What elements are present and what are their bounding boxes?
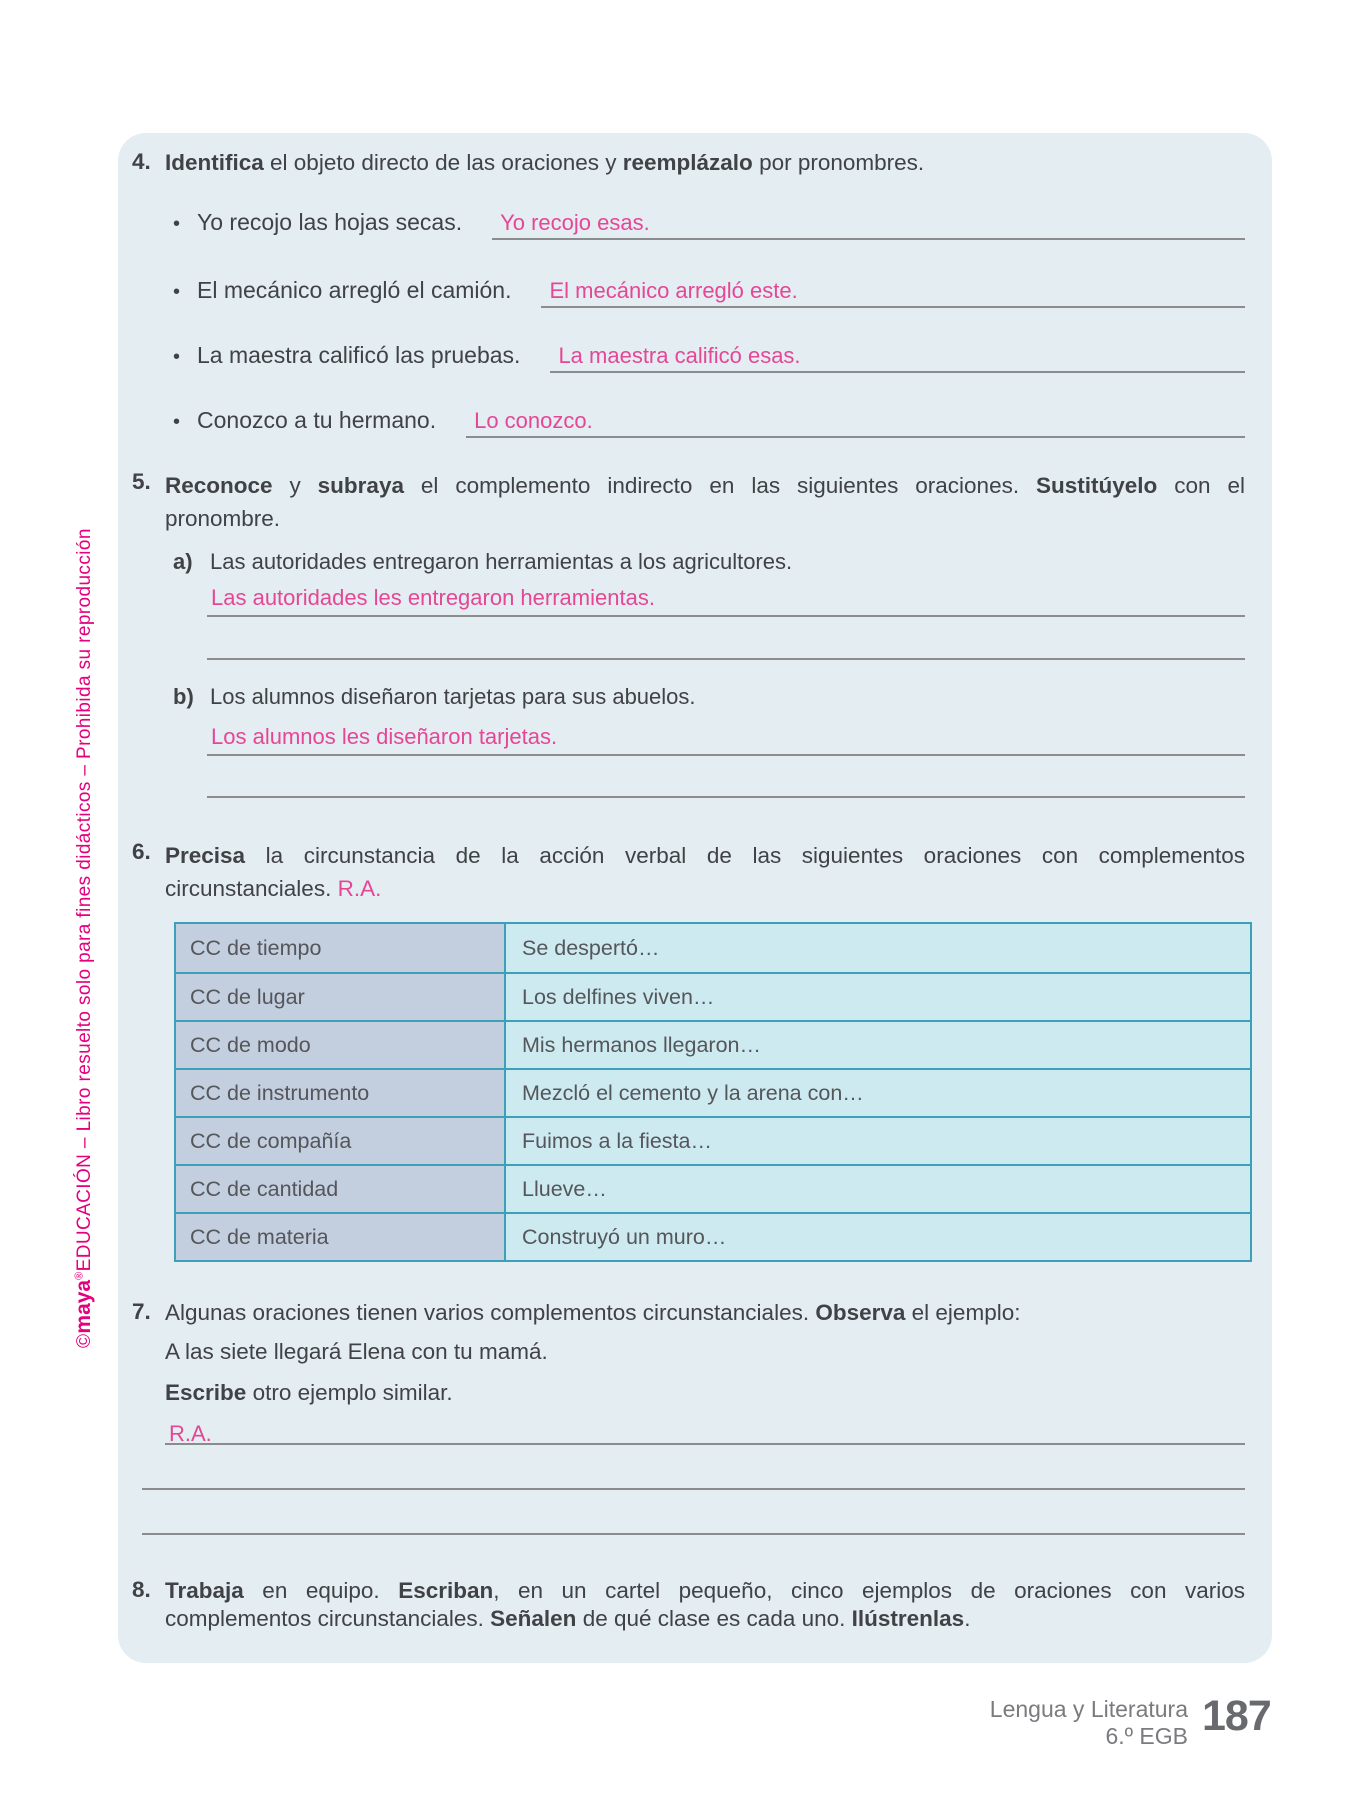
item-b-label: b) [173, 684, 194, 709]
table-row [176, 924, 1250, 972]
exercise-6-number: 6. [132, 839, 151, 864]
table-cell-sentence: Mezcló el cemento y la arena con… [506, 1070, 1250, 1116]
instruction-line-1: Trabaja en equipo. Escriban, en un cartel pequeño, cinco ejemplos de oraciones con varios [165, 1578, 1245, 1603]
exercise-7-write-prompt: Escribe otro ejemplo similar. [165, 1380, 453, 1405]
item-a-blank-line [207, 658, 1245, 660]
instruction-line-2: pronombre. [165, 506, 281, 531]
bullet-icon: • [173, 281, 181, 303]
table-row [176, 1116, 1250, 1164]
instruction-line-1: Precisa la circunstancia de la acción verbal de las siguientes oraciones con complementos [165, 843, 1245, 868]
instruction-line-2: complementos circunstanciales. Señalen de qué clase es cada uno. Ilústrenlas. [165, 1606, 971, 1631]
exercise-4-item-3 [173, 342, 1245, 373]
brand-name: maya [72, 1279, 95, 1334]
exercise-5-number: 5. [132, 469, 151, 494]
table-cell-sentence: Llueve… [506, 1166, 1250, 1212]
exercise-5-instruction [165, 469, 1245, 535]
exercise-7-example: A las siete llegará Elena con tu mamá. [165, 1339, 548, 1364]
table-row [176, 1164, 1250, 1212]
table-cell-category: CC de modo [176, 1022, 506, 1068]
table-cell-category: CC de instrumento [176, 1070, 506, 1116]
worksheet-card [118, 133, 1272, 1663]
exercise-8-instruction [165, 1577, 1245, 1633]
exercise-4-item-4 [173, 407, 1245, 438]
table-row [176, 972, 1250, 1020]
table-cell-category: CC de tiempo [176, 924, 506, 972]
answer-line: El mecánico arregló este. [541, 277, 1245, 308]
table-row [176, 1212, 1250, 1260]
table-cell-sentence: Construyó un muro… [506, 1214, 1250, 1260]
registered-symbol: ® [73, 1271, 86, 1280]
exercise-4-number: 4. [132, 149, 151, 174]
answer-line: Yo recojo esas. [492, 209, 1245, 240]
copyright-vertical-text [72, 528, 96, 1348]
item-b-answer-line: Los alumnos les diseñaron tarjetas. [207, 724, 1245, 756]
page-number: 187 [1202, 1692, 1271, 1740]
exercise-4-item-1 [173, 209, 1245, 240]
exercise-7-instruction: Algunas oraciones tienen varios complementos circunstanciales. Observa el ejemplo: [165, 1300, 1021, 1325]
table-cell-sentence: Mis hermanos llegaron… [506, 1022, 1250, 1068]
bullet-icon: • [173, 346, 181, 368]
bullet-icon: • [173, 213, 181, 235]
answer-line: Lo conozco. [466, 407, 1245, 438]
sentence-text: La maestra calificó las pruebas. [197, 342, 521, 368]
copyright-text: EDUCACIÓN – Libro resuelto solo para fines didácticos – Prohibida su reproducción [74, 528, 95, 1272]
exercise-6-instruction [165, 839, 1245, 905]
footer-grade: 6.º EGB [1105, 1723, 1188, 1749]
copyright-symbol: © [74, 1333, 95, 1348]
cc-table [174, 922, 1252, 1262]
table-cell-category: CC de materia [176, 1214, 506, 1260]
instruction-line-2: circunstanciales. R.A. [165, 876, 382, 901]
item-a-sentence: Las autoridades entregaron herramientas a los agricultores. [210, 549, 793, 574]
sentence-text: El mecánico arregló el camión. [197, 277, 512, 303]
sentence-text: Conozco a tu hermano. [197, 407, 437, 433]
table-cell-category: CC de compañía [176, 1118, 506, 1164]
table-cell-category: CC de lugar [176, 974, 506, 1020]
table-row [176, 1020, 1250, 1068]
instruction-line-1: Reconoce y subraya el complemento indirecto en las siguientes oraciones. Sustitúyelo con el [165, 473, 1245, 498]
item-b-sentence: Los alumnos diseñaron tarjetas para sus abuelos. [210, 684, 696, 709]
exercise-7-blank-line [142, 1533, 1245, 1535]
table-cell-sentence: Se despertó… [506, 924, 1250, 972]
exercise-7-number: 7. [132, 1299, 151, 1324]
table-cell-sentence: Fuimos a la fiesta… [506, 1118, 1250, 1164]
table-cell-sentence: Los delfines viven… [506, 974, 1250, 1020]
exercise-4-instruction: Identifica el objeto directo de las oraciones y reemplázalo por pronombres. [165, 150, 925, 175]
footer-subject [990, 1696, 1188, 1750]
bullet-icon: • [173, 411, 181, 433]
table-row [176, 1068, 1250, 1116]
exercise-7-blank-line [142, 1488, 1245, 1490]
item-b-blank-line [207, 796, 1245, 798]
exercise-7-answer-line: R.A. [165, 1421, 1245, 1445]
table-cell-category: CC de cantidad [176, 1166, 506, 1212]
item-a-label: a) [173, 549, 193, 574]
answer-line: La maestra calificó esas. [550, 342, 1245, 373]
exercise-8-number: 8. [132, 1577, 151, 1602]
item-a-answer-line: Las autoridades les entregaron herramientas. [207, 585, 1245, 617]
footer-subject-title: Lengua y Literatura [989, 1696, 1188, 1722]
exercise-4-item-2 [173, 277, 1245, 308]
sentence-text: Yo recojo las hojas secas. [197, 209, 463, 235]
